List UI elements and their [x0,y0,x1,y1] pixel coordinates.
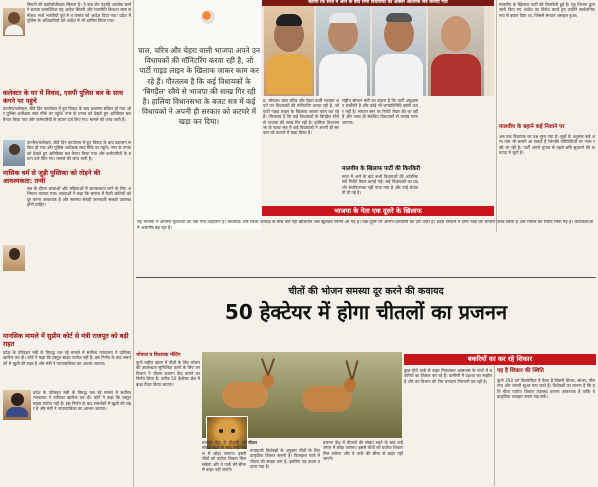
cheetah-col1: कूनो राष्ट्रीय उद्यान में चीतों के लिए भोजन की उपलब्धता सुनिश्चित करने के लिए वन विभाग ने चीतल प्रजनन केंद्र बनाने का निर्णय लिया है। करीब 50 हेक्टेयर क्षेत्र में बाड़ा तैयार किया जाएगा। [136,360,200,387]
feature-col-a: प्र. भोपाल। चाल चरित्र और चेहरा वाली भाजपा अपने उन विधायकों की मॉनिटरिंग करवा रही है, जो पार्टी गाइड लाइन के खिलाफ जाकर काम कर रहे हैं। गौरतलब है कि कई विधायकों के बिगड़ैल रवैये से भाजपा की साख गिर रही है। हालिया विधानसभा के बजट सत्र में कई विधायकों ने अपनी ही सरकार को कटघरे में खड़ा किया है। [263,98,339,136]
goat-divider [494,366,495,486]
conflict-banner: भाजपा के नेता एक दूसरे के खिलाफ [262,206,494,216]
reporter-photo-1 [3,8,25,36]
feature-col-b: राष्ट्रीय संगठन मंत्री का कहना है कि पार्टी अनुशासन सर्वोपरि है और कोई भी जनप्रतिनिधि इससे ऊपर नहीं है। संगठन स्तर पर रिपोर्ट तैयार की जा रही है और जल्द ही संबंधित विधायकों से जवाब मांगा जाएगा। [342,98,418,125]
left-story-4b: प्रदेश के परिवहन मंत्री के विरुद्ध चल रहे मामले में सर्वोच्च न्यायालय ने याचिका खारिज कर दी। कोर्ट ने कहा कि प्रस्तुत साक्ष्य पर्याप्त नहीं हैं। इस निर्णय के बाद समर्थकों में खुशी की लहर है और मंत्री ने न्यायपालिका का आभार जताया। [33,390,131,412]
cheetah-caption: चीतल [248,440,257,445]
goat-text: कुछ चीते पार्क से बाहर निकलकर आसपास के गांवों में बकरियों का शिकार कर रहे हैं। ग्रामीणों में दहशत का माहौल है और वन विभाग की टीम लगातार निगरानी कर रही है। [404,368,492,384]
column-divider-right [496,0,497,232]
cheetah-right-text: कूनो 350 वर्ग किलोमीटर में फैला है जिसमें चीतल, सांभर, नीलगाय और जंगली सूअर पाए जाते हैं। विशेषज्ञों का मानना है कि प्रति चीता पर्याप्त शिकार उपलब्ध कराना आवश्यक है ताकि वे प्राकृतिक व्यवहार बनाए रख सकें। [497,378,595,400]
left-story-2: उज्जैन/कलेक्टर, बीते दिन कार्यालय में हुए विवाद के बाद प्रशासन सक्रिय हो गया और पुलिस अधीक्षक स्वयं मौके पर पहुंचे। नगर के तनाव को देखते हुए अतिरिक्त बल तैनात किया गया और कर्मचारियों के बयान दर्ज किए गए। मामले की जांच जारी है। [3,106,131,122]
left-story-3: सत्र के दौरान छात्राओं और महिलाओं में जागरूकता लाने के लिए अभियान चलाया गया। वक्ताओं ने कहा कि समाज में फैली भ्रांतियों को दूर करना आवश्यक है और स्वास्थ्य संबंधी जानकारी सबको उपलब्ध होनी चाहिए। [27,186,131,208]
reporter-photo-2 [3,140,25,166]
reporter-photo-3 [3,245,25,271]
cheetah-headline: 50 हेक्टेयर में होगा चीतलों का प्रजनन [224,300,508,324]
feature-col-c: सत्ता में आने के बाद सभी विधायकों की आंतरिक सर्वे रिपोर्ट तैयार कराई गई। कई विधायकों का प्रदर्शन संतोषजनक नहीं पाया गया है और उन्हें चेतावनी दी गई है। [342,174,418,196]
top-banner: बताया कि सत्ता में आने के बाद सभी विधायकों का अक्सर आंतरिक सर्वे कराया गया [262,0,494,6]
conflict-text: यह भाजपा में आपसी गुटबाजी का एक नया उदाहरण है। विधायक और जिला अध्यक्ष के बीच चल रही खींचतान अब खुलकर सामने आ गई है। एक-दूसरे पर आरोप-प्रत्यारोप का दौर जारी है। प्रदेश संगठन ने दोनों पक्षों को भोपाल तलब किया है और मामले की रिपोर्ट मांगी गई है। कार्यकर्ताओं में असंतोष बढ़ रहा है। [137,220,593,231]
cheetah-col1-head: भोपाल व विधायक मीटिंग [136,353,181,358]
left-story-1: सिवनी की इकोलॉजीकल सिस्टम है। ये कब लेन पहाड़ि आलोक सर्मा ने बताया कामर्शियल यह आदेश सिवनी और राजनीति डिक्शन स्पष्ट समीक्षा। सर्वा भारतियों पूर्व में व कमांड को आदेश दिया गया। प्रदेश में पुलिस के अधिकारियों को आदेश में भी शामिल किया गया। [27,2,131,24]
left-story-4: प्रदेश के परिवहन मंत्री के विरुद्ध चल रहे मामले में सर्वोच्च न्यायालय ने याचिका खारिज कर दी। कोर्ट ने कहा कि प्रस्तुत साक्ष्य पर्याप्त नहीं हैं। इस निर्णय के बाद समर्थकों में खुशी की लहर है और मंत्री ने न्यायपालिका का आभार जताया। [3,350,131,366]
left-headline-2: मासिक धर्म से जुड़ी पुस्तिका को तोड़ने की आवश्यकता: तन्वी [3,169,101,185]
portrait-1 [264,6,314,96]
cheetah-right-subhead: यह है शिकार की स्थिति [497,368,544,374]
cheetah-col4: प्रजनन केंद्र में चीतलों की संख्या बढ़ने के बाद उन्हें जंगल में छोड़ा जाएगा। इससे चीतों को पर्याप्त शिकार मिल सकेगा और वे पार्क की सीमा से बाहर नहीं जाएंगे। [323,440,403,462]
left-headline-3: मानसिक मामले में सुप्रीम कोर्ट से मंत्री राजपूत को बड़ी राहत [3,332,129,348]
feature-right-subhead: मालवीय के बहाने कई निशाने पर [499,124,565,130]
portrait-3 [372,6,426,96]
feature-right-text-2: अब तक विधायक का पक्ष सुना गया है। सूत्रों के अनुसार कई अन्य नाम भी सामने आ सकते हैं जिनकी गतिविधियों पर नजर रखी जा रही है। पार्टी अगले चुनाव से पहले छवि सुधारने की कवायद में जुटी है। [499,134,595,156]
left-headline-1: कलेक्टर के घर में विवाद, एसपी पुलिस बल के साथ कंगने पर पहुंचे [3,89,123,105]
left-story-2b: उज्जैन/कलेक्टर, बीते दिन कार्यालय में हुए विवाद के बाद प्रशासन सक्रिय हो गया और पुलिस अधीक्षक स्वयं मौके पर पहुंचे। नगर के तनाव को देखते हुए अतिरिक्त बल तैनात किया गया और कर्मचारियों के बयान दर्ज किए गए। मामले की जांच जारी है। [27,140,131,162]
cheetah-col2: प्रजनन केंद्र में चीतलों की संख्या बढ़ने के बाद उन्हें जंगल में छोड़ा जाएगा। इससे चीतों को पर्याप्त शिकार मिल सकेगा और वे पार्क की सीमा से बाहर नहीं जाएंगे। [202,440,246,473]
portrait-4 [428,6,484,96]
pull-quote: चाल, चरित्र और चेहरा वाली भाजपा अपने उन विधायकों की मॉनिटरिंग करवा रही है, जो पार्टी गाइड लाइन के खिलाफ जाकर काम कर रहे हैं। गौरतलब है कि कई विधायकों के 'बिगड़ैल' रवैये से भाजपा की साख गिर रही है। हालिया विधानसभा के बजट सत्र में कई विधायकों ने अपनी ही सरकार को कटघरे में खड़ा कर दिया। [138,46,260,127]
left-story-1b [3,38,25,88]
reporter-photo-4 [3,390,31,420]
column-divider-left [133,0,134,487]
portrait-2 [316,6,370,96]
cheetah-kicker: चीतों की भोजन समस्या दूर करने की कवायद [288,286,444,297]
feature-subhead: मालवीय के खिलाफ पार्टी की किरकिरी [342,166,421,172]
cheetah-top-rule [136,277,596,278]
feature-right-text: मालवीय के खिलाफ पार्टी की किरकिरी हुई है। गृह विभाग द्वारा जारी किए गए आदेश का विरोध करते हुए उन्होंने सार्वजनिक रूप से बयान दिया था, जिससे संगठन असहज हुआ। [499,2,595,18]
goat-banner: बकरियों का कर रहे शिकार [404,354,596,365]
cheetah-col3: वन्यप्राणी विशेषज्ञों के अनुसार चीतों के लिए प्राकृतिक शिकार जरूरी है। फिलहाल पार्क में चीतल की संख्या कम है, इसलिए यह कदम उठाया गया है। [250,448,320,470]
ink-drop-icon [201,10,215,24]
